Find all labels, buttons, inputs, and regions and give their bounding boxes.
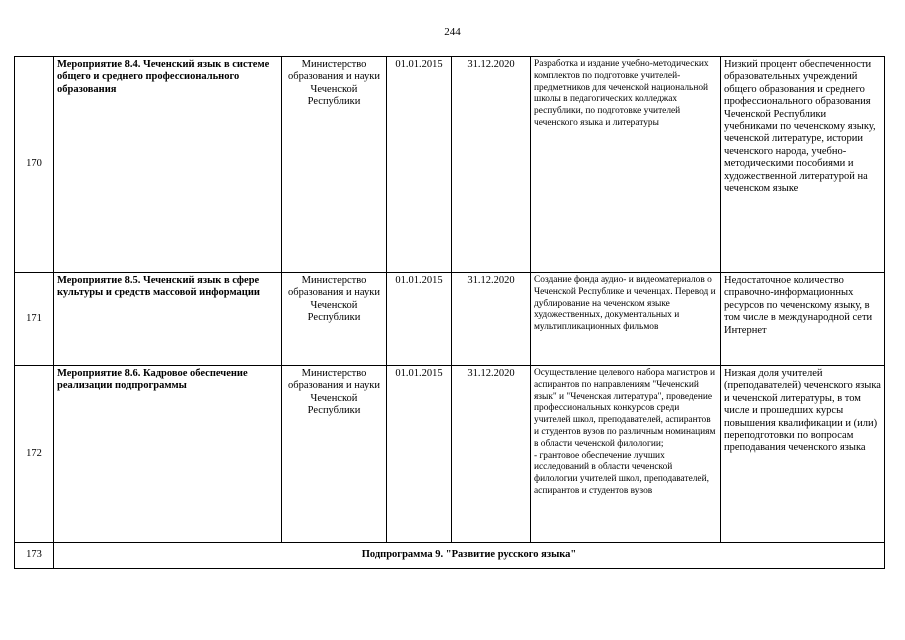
measure-description: Разработка и издание учебно-методических комплектов по подготовке учителей-предметников для чеченской национальной школы в педагогических колледжах республики, по подготовке учителей чеченского языка и литературы	[531, 57, 721, 273]
executor: Министерство образования и науки Чеченской Республики	[282, 57, 387, 273]
executor: Министерство образования и науки Чеченской Республики	[282, 273, 387, 366]
non-implementation-consequence: Недостаточное количество справочно-информационных ресурсов по чеченскому языку, в том числе в международной сети Интернет	[721, 273, 885, 366]
table-row	[15, 273, 885, 366]
start-date: 01.01.2015	[387, 273, 452, 366]
start-date: 01.01.2015	[387, 366, 452, 543]
measure-description: Осуществление целевого набора магистров и аспирантов по направлениям "Чеченский язык" и "Чеченская литература", проведение профессиональных конкурсов среди учителей школ, преподавателей, аспирантов и студентов вузов по различным номинациям в области чеченской филологии; - грантовое обеспечение лучших исследований в области чеченской филологии учителей школ, преподавателей, аспирантов и студентов вузов	[531, 366, 721, 543]
non-implementation-consequence: Низкая доля учителей (преподавателей) чеченского языка и чеченской литературы, в том числе и прошедших курсы повышения квалификации и (или) переподготовки по вопросам преподавания чеченского языка	[721, 366, 885, 543]
row-number: 171	[15, 273, 54, 366]
end-date: 31.12.2020	[452, 366, 531, 543]
subprogram-title: Подпрограмма 9. "Развитие русского языка"	[54, 543, 885, 569]
non-implementation-consequence: Низкий процент обеспеченности образовательных учреждений общего образования и среднего профессионального образования Чеченской Республики учебниками по чеченскому языку, чеченской литературе, истории чеченского народа, учебно-методическими пособиями и художественной литературой на чеченском языке	[721, 57, 885, 273]
row-number: 170	[15, 57, 54, 273]
measure-name: Мероприятие 8.4. Чеченский язык в системе общего и среднего профессионального образования	[54, 57, 282, 273]
measure-description: Создание фонда аудио- и видеоматериалов о Чеченской Республике и чеченцах. Перевод и дублирование на чеченском языке художественных, документальных и мультипликационных фильмов	[531, 273, 721, 366]
table-row	[15, 57, 885, 273]
measures-table	[14, 56, 885, 569]
start-date: 01.01.2015	[387, 57, 452, 273]
section-row	[15, 543, 885, 569]
page-number: 244	[444, 26, 461, 38]
table-row	[15, 366, 885, 543]
measure-name: Мероприятие 8.6. Кадровое обеспечение реализации подпрограммы	[54, 366, 282, 543]
executor: Министерство образования и науки Чеченской Республики	[282, 366, 387, 543]
end-date: 31.12.2020	[452, 273, 531, 366]
end-date: 31.12.2020	[452, 57, 531, 273]
row-number: 172	[15, 366, 54, 543]
measure-name: Мероприятие 8.5. Чеченский язык в сфере культуры и средств массовой информации	[54, 273, 282, 366]
row-number: 173	[15, 543, 54, 569]
